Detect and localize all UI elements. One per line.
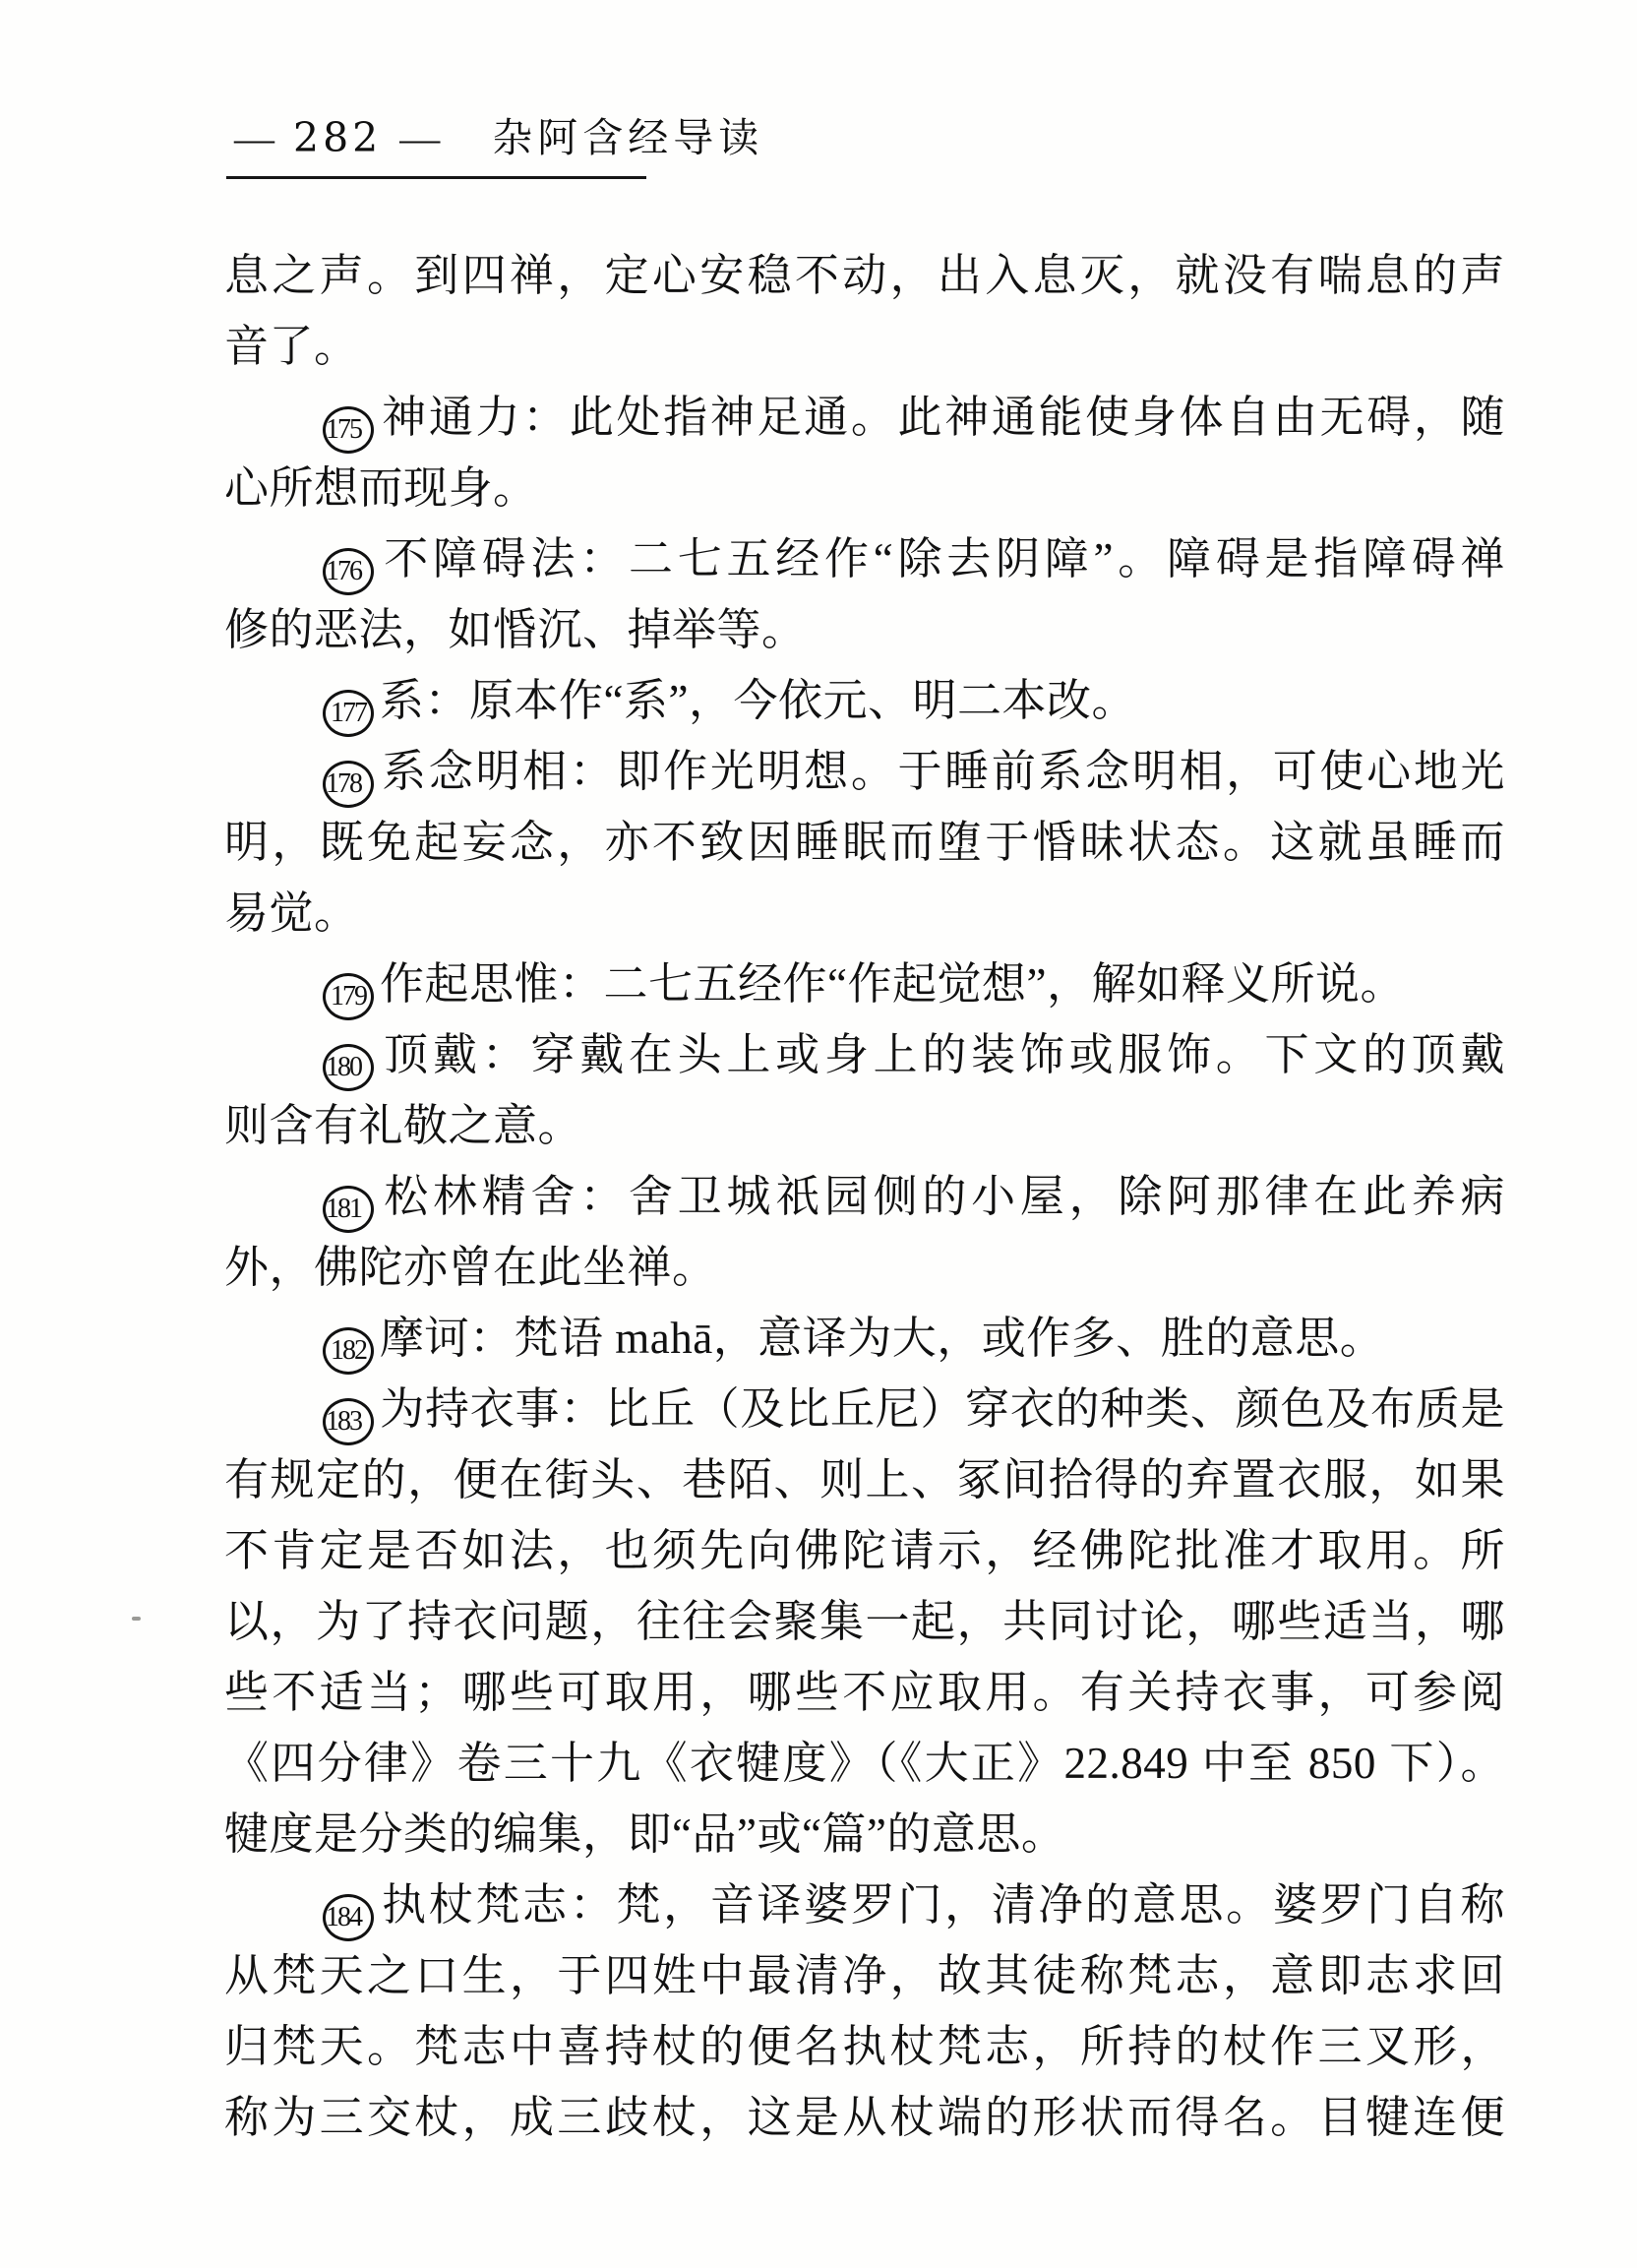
line-text: 则含有礼敬之意。 [224, 1101, 583, 1150]
line-text: 些不适当；哪些可取用，哪些不应取用。有关持衣事，可参阅 [224, 1668, 1505, 1717]
note-number-circle: 180 [323, 1044, 374, 1091]
line-text: 系：原本作“系”，今依元、明二本改。 [380, 676, 1136, 725]
text-line [224, 311, 1505, 382]
note-number-circle: 179 [323, 973, 374, 1020]
line-text: 松林精舍：舍卫城祇园侧的小屋，除阿那律在此养病 [380, 1172, 1505, 1221]
line-text: 明，既免起妄念，亦不致因睡眠而堕于惛昧状态。这就虽睡而 [224, 818, 1505, 867]
text-line [224, 1161, 1505, 1232]
line-text: 摩诃：梵语 mahā，意译为大，或作多、胜的意思。 [380, 1314, 1385, 1363]
text-line [224, 1940, 1505, 2011]
body-text [224, 240, 1505, 2153]
text-line [224, 1870, 1505, 1940]
line-text: 从梵天之口生，于四姓中最清净，故其徒称梵志，意即志求回 [224, 1951, 1505, 2000]
line-text: 外，佛陀亦曾在此坐禅。 [224, 1243, 717, 1292]
line-text: 执杖梵志：梵，音译婆罗门，清净的意思。婆罗门自称 [380, 1880, 1505, 1930]
line-text: 以，为了持衣问题，往往会聚集一起，共同讨论，哪些适当，哪 [224, 1597, 1505, 1646]
note-number-circle: 182 [323, 1327, 374, 1375]
note-number-circle: 176 [323, 548, 374, 595]
line-text: 音了。 [224, 322, 359, 371]
line-text: 心所想而现身。 [224, 463, 538, 513]
text-line [224, 1586, 1505, 1657]
note-number-circle: 184 [323, 1894, 374, 1941]
line-text: 为持衣事：比丘（及比丘尼）穿衣的种类、颜色及布质是 [380, 1384, 1505, 1434]
line-text: 有规定的，便在街头、巷陌、则上、冢间拾得的弃置衣服，如果 [224, 1455, 1505, 1504]
note-number-circle: 181 [323, 1186, 374, 1233]
text-line [224, 1374, 1505, 1444]
text-line [224, 382, 1505, 453]
line-text: 称为三交杖，成三歧杖，这是从杖端的形状而得名。目犍连便 [224, 2093, 1505, 2142]
line-text: 系念明相：即作光明想。于睡前系念明相，可使心地光 [380, 747, 1505, 796]
line-text: 《四分律》卷三十九《衣犍度》（《大正》22.849 中至 850 下）。 [224, 1739, 1505, 1788]
book-title: 杂阿含经导读 [492, 115, 764, 160]
note-number-circle: 183 [323, 1398, 374, 1445]
note-number-circle: 175 [323, 406, 374, 454]
text-line [224, 665, 1505, 736]
line-text: 不障碍法：二七五经作“除去阴障”。障碍是指障碍禅 [380, 534, 1505, 583]
line-text: 归梵天。梵志中喜持杖的便名执杖梵志，所持的杖作三叉形， [224, 2022, 1505, 2071]
text-line [224, 807, 1505, 878]
text-line [224, 1515, 1505, 1586]
header-dash-right: — [399, 115, 442, 160]
line-text: 不肯定是否如法，也须先向佛陀请示，经佛陀批准才取用。所 [224, 1526, 1505, 1575]
line-text: 易觉。 [224, 889, 359, 938]
text-line [224, 1303, 1505, 1374]
text-line [224, 949, 1505, 1019]
text-line [224, 1444, 1505, 1515]
scan-speck [132, 1617, 141, 1621]
line-text: 作起思惟：二七五经作“作起觉想”，解如释义所说。 [380, 959, 1405, 1009]
text-line [224, 2082, 1505, 2153]
page-header [228, 108, 763, 167]
note-number-circle: 178 [323, 761, 374, 808]
text-line [224, 736, 1505, 807]
text-line [224, 2011, 1505, 2082]
text-line [224, 240, 1505, 311]
header-underline [226, 176, 646, 179]
text-line [224, 1232, 1505, 1303]
line-text: 犍度是分类的编集，即“品”或“篇”的意思。 [224, 1809, 1066, 1859]
page-number: 282 [293, 114, 383, 161]
text-line [224, 1090, 1505, 1161]
header-dash-left: — [234, 115, 275, 160]
text-line [224, 878, 1505, 949]
text-line [224, 1728, 1505, 1799]
note-number-circle: 177 [323, 690, 374, 737]
text-line [224, 453, 1505, 523]
line-text: 修的恶法，如惛沉、掉举等。 [224, 605, 807, 654]
text-line [224, 1019, 1505, 1090]
line-text: 顶戴：穿戴在头上或身上的装饰或服饰。下文的顶戴 [380, 1030, 1505, 1079]
text-line [224, 594, 1505, 665]
line-text: 神通力：此处指神足通。此神通能使身体自由无碍，随 [380, 393, 1505, 442]
text-line [224, 523, 1505, 594]
text-line [224, 1799, 1505, 1870]
line-text: 息之声。到四禅，定心安稳不动，出入息灭，就没有喘息的声 [224, 251, 1505, 300]
text-line [224, 1657, 1505, 1728]
